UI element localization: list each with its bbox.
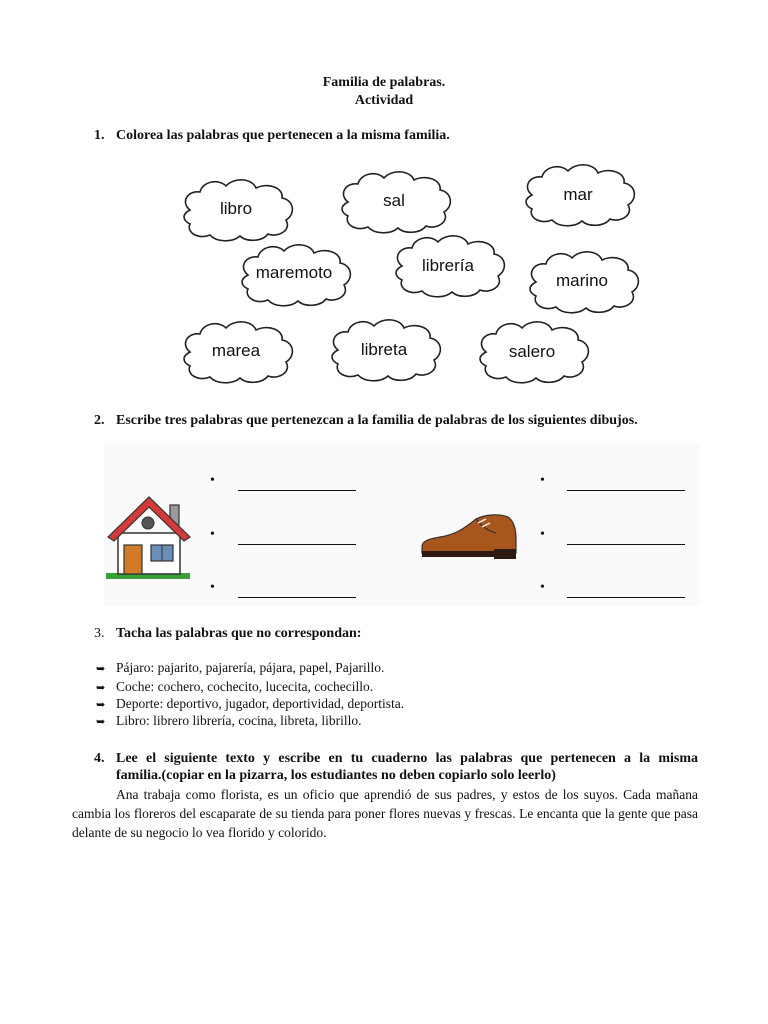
- arrow-bullet-icon: ➥: [96, 698, 106, 711]
- list-item-text: Libro: librero librería, cocina, libreta, librillo.: [116, 713, 362, 728]
- shoe-icon: [418, 513, 522, 565]
- cloud-word-marea: marea: [211, 341, 261, 360]
- cloud-word-libro: libro: [219, 199, 253, 218]
- list-item-text: Deporte: deportivo, jugador, deportividad, deportista.: [116, 696, 405, 711]
- bullet: •: [540, 580, 545, 595]
- answer-blank[interactable]: [238, 490, 356, 491]
- list-item: [96, 713, 362, 729]
- answer-blank[interactable]: [238, 544, 356, 545]
- cloud-word-marino: marino: [556, 271, 608, 290]
- answer-blank[interactable]: [567, 490, 685, 491]
- question-4-line2: familia.(copiar en la pizarra, los estudiantes no deben copiarlo solo leerlo): [116, 768, 556, 783]
- bullet: •: [210, 580, 215, 595]
- question-2-number: 2.: [94, 413, 105, 428]
- answer-blank[interactable]: [238, 597, 356, 598]
- question-3-number: 3.: [94, 626, 105, 641]
- cloud-word-maremoto: maremoto: [255, 263, 333, 282]
- question-2-text: Escribe tres palabras que pertenezcan a la familia de palabras de los siguientes dibujos.: [116, 413, 638, 428]
- question-1-number: 1.: [94, 128, 105, 143]
- question-1-text: Colorea las palabras que pertenecen a la misma familia.: [116, 128, 450, 143]
- arrow-bullet-icon: ➥: [96, 662, 106, 675]
- cloud-word-salero: salero: [508, 342, 556, 361]
- cloud-word-sal: sal: [383, 191, 405, 210]
- pictures-panel: [104, 443, 700, 606]
- list-item-text: Coche: cochero, cochecito, lucecita, cochecillo.: [116, 679, 374, 694]
- list-item-text: Pájaro: pajarito, pajarería, pájara, papel, Pajarillo.: [116, 660, 385, 675]
- bullet: •: [210, 527, 215, 542]
- cloud-word-libreria: librería: [422, 256, 474, 275]
- arrow-bullet-icon: ➥: [96, 715, 106, 728]
- document-subtitle: Actividad: [354, 93, 414, 108]
- list-item: [96, 679, 373, 695]
- bullet: •: [540, 473, 545, 488]
- answer-blank[interactable]: [567, 544, 685, 545]
- cloud-word-area: [0, 0, 768, 400]
- house-icon: [104, 493, 194, 583]
- answer-blank[interactable]: [567, 597, 685, 598]
- list-item: [96, 660, 384, 676]
- document-title: Familia de palabras.: [322, 75, 446, 90]
- cloud-word-mar: mar: [563, 185, 593, 204]
- question-4-line1: Lee el siguiente texto y escribe en tu cuaderno las palabras que pertenecen a la misma: [116, 751, 698, 766]
- question-3-text: Tacha las palabras que no correspondan:: [116, 626, 362, 641]
- question-4-number: 4.: [94, 751, 105, 766]
- list-item: [96, 696, 404, 712]
- cloud-word-libreta: libreta: [360, 340, 408, 359]
- bullet: •: [540, 527, 545, 542]
- arrow-bullet-icon: ➥: [96, 681, 106, 694]
- reading-paragraph: Ana trabaja como florista, es un oficio que aprendió de sus padres, y estos de los suyos. Cada mañana cambia los floreros del escaparate de su tienda para poner flores nuevas y frescas. Le encanta que la gente que pasa delante de su negocio lo vea florido y colorido.: [72, 787, 698, 840]
- bullet: •: [210, 473, 215, 488]
